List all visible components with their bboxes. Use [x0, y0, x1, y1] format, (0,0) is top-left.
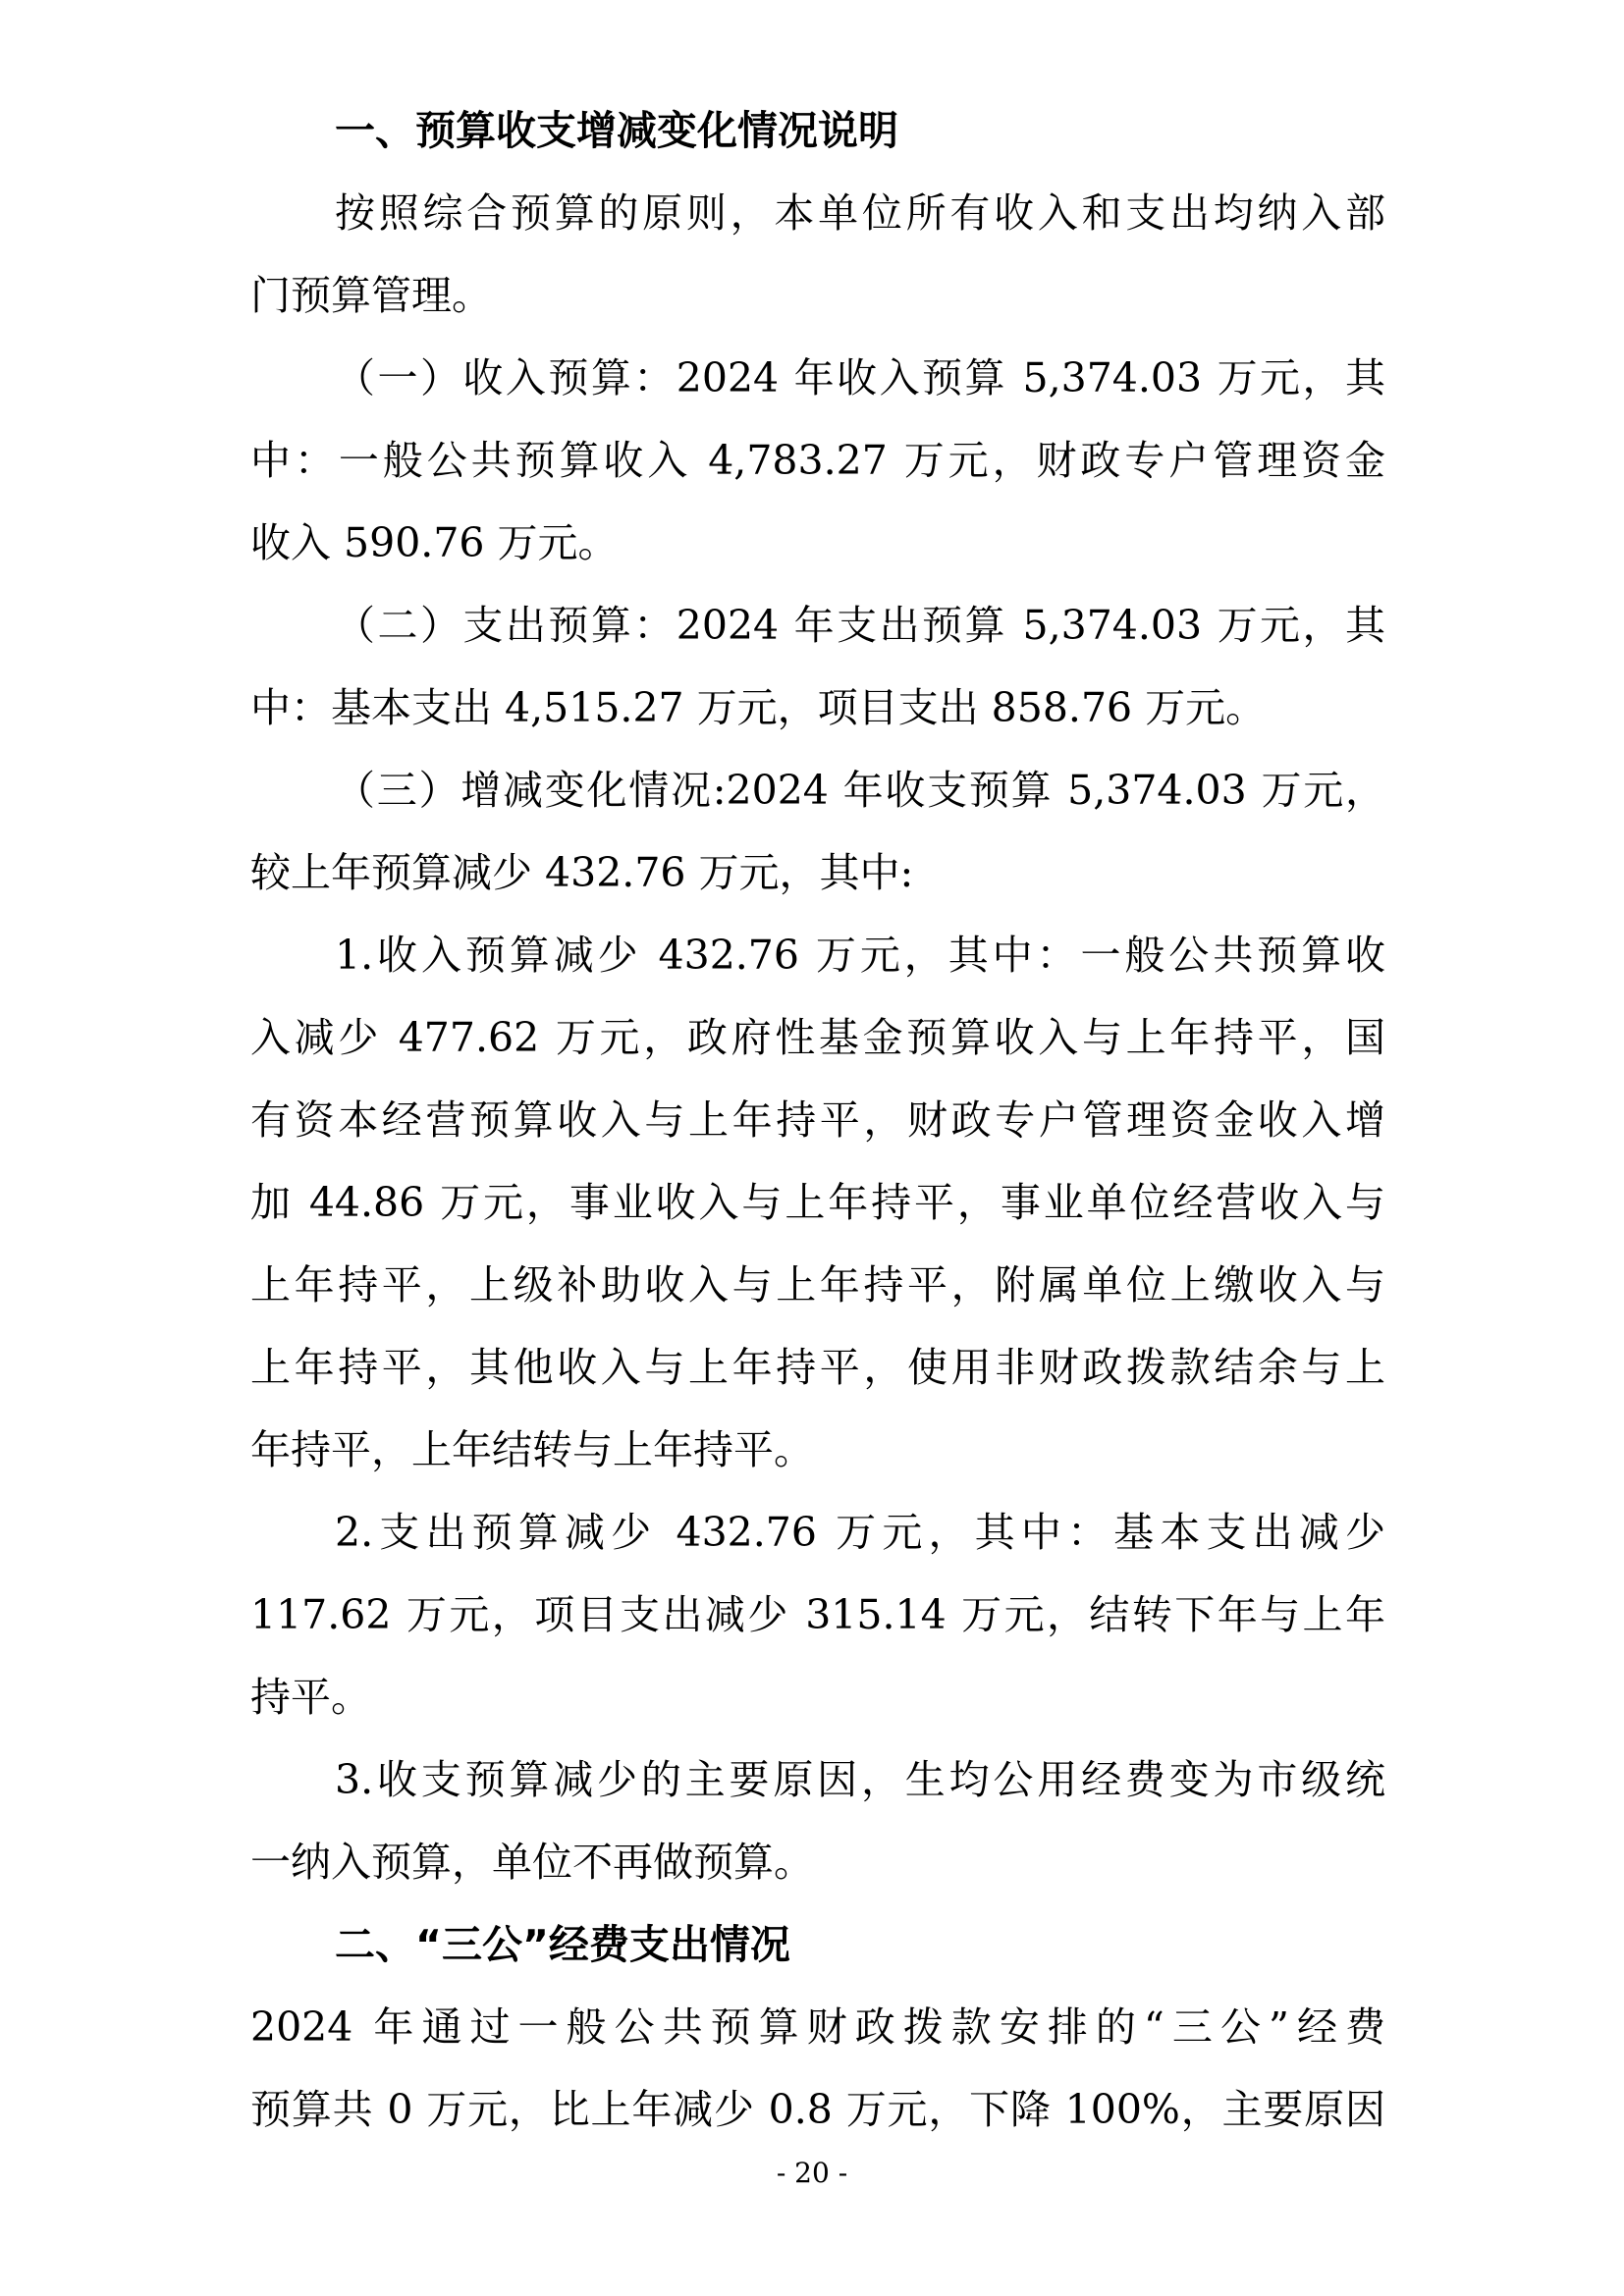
paragraph-line: 中：基本支出 4,515.27 万元，项目支出 858.76 万元。 [250, 684, 1267, 731]
paragraph-line: 有资本经营预算收入与上年持平，财政专户管理资金收入增 [250, 1096, 1385, 1144]
paragraph-line: 上年持平，上级补助收入与上年持平，附属单位上缴收入与 [250, 1261, 1385, 1308]
paragraph-line: 一纳入预算，单位不再做预算。 [250, 1839, 814, 1886]
paragraph-line: 入减少 477.62 万元，政府性基金预算收入与上年持平，国 [250, 1014, 1385, 1061]
paragraph-line: 中：一般公共预算收入 4,783.27 万元，财政专户管理资金 [250, 437, 1385, 484]
paragraph-line: 门预算管理。 [250, 272, 492, 319]
paragraph-line: （三）增减变化情况:2024 年收支预算 5,374.03 万元， [335, 767, 1385, 814]
paragraph-line: （二）支出预算：2024 年支出预算 5,374.03 万元，其 [335, 602, 1385, 649]
section-heading-three-public-expenses: 二、“三公”经费支出情况 [335, 1921, 790, 1968]
section-heading-budget-changes: 一、预算收支增减变化情况说明 [335, 107, 898, 154]
paragraph-line: 年持平，上年结转与上年持平。 [250, 1426, 814, 1473]
paragraph-line: （一）收入预算：2024 年收入预算 5,374.03 万元，其 [335, 354, 1385, 401]
paragraph-line: 3.收支预算减少的主要原因，生均公用经费变为市级统 [335, 1756, 1385, 1803]
paragraph-line: 预算共 0 万元，比上年减少 0.8 万元，下降 100%，主要原因 [250, 2086, 1385, 2133]
paragraph-line: 2.支出预算减少 432.76 万元，其中：基本支出减少 [335, 1509, 1385, 1556]
paragraph-line: 2024 年通过一般公共预算财政拨款安排的“三公”经费 [250, 2003, 1385, 2051]
paragraph-line: 按照综合预算的原则，本单位所有收入和支出均纳入部 [335, 189, 1385, 237]
paragraph-line: 117.62 万元，项目支出减少 315.14 万元，结转下年与上年 [250, 1591, 1385, 1638]
paragraph-line: 加 44.86 万元，事业收入与上年持平，事业单位经营收入与 [250, 1179, 1385, 1226]
paragraph-line: 较上年预算减少 432.76 万元，其中: [250, 849, 914, 896]
paragraph-line: 持平。 [250, 1674, 371, 1721]
paragraph-line: 1.收入预算减少 432.76 万元，其中：一般公共预算收 [335, 932, 1385, 979]
paragraph-line: 收入 590.76 万元。 [250, 519, 619, 566]
paragraph-line: 上年持平，其他收入与上年持平，使用非财政拨款结余与上 [250, 1344, 1385, 1391]
page-number: - 20 - [776, 2157, 848, 2189]
